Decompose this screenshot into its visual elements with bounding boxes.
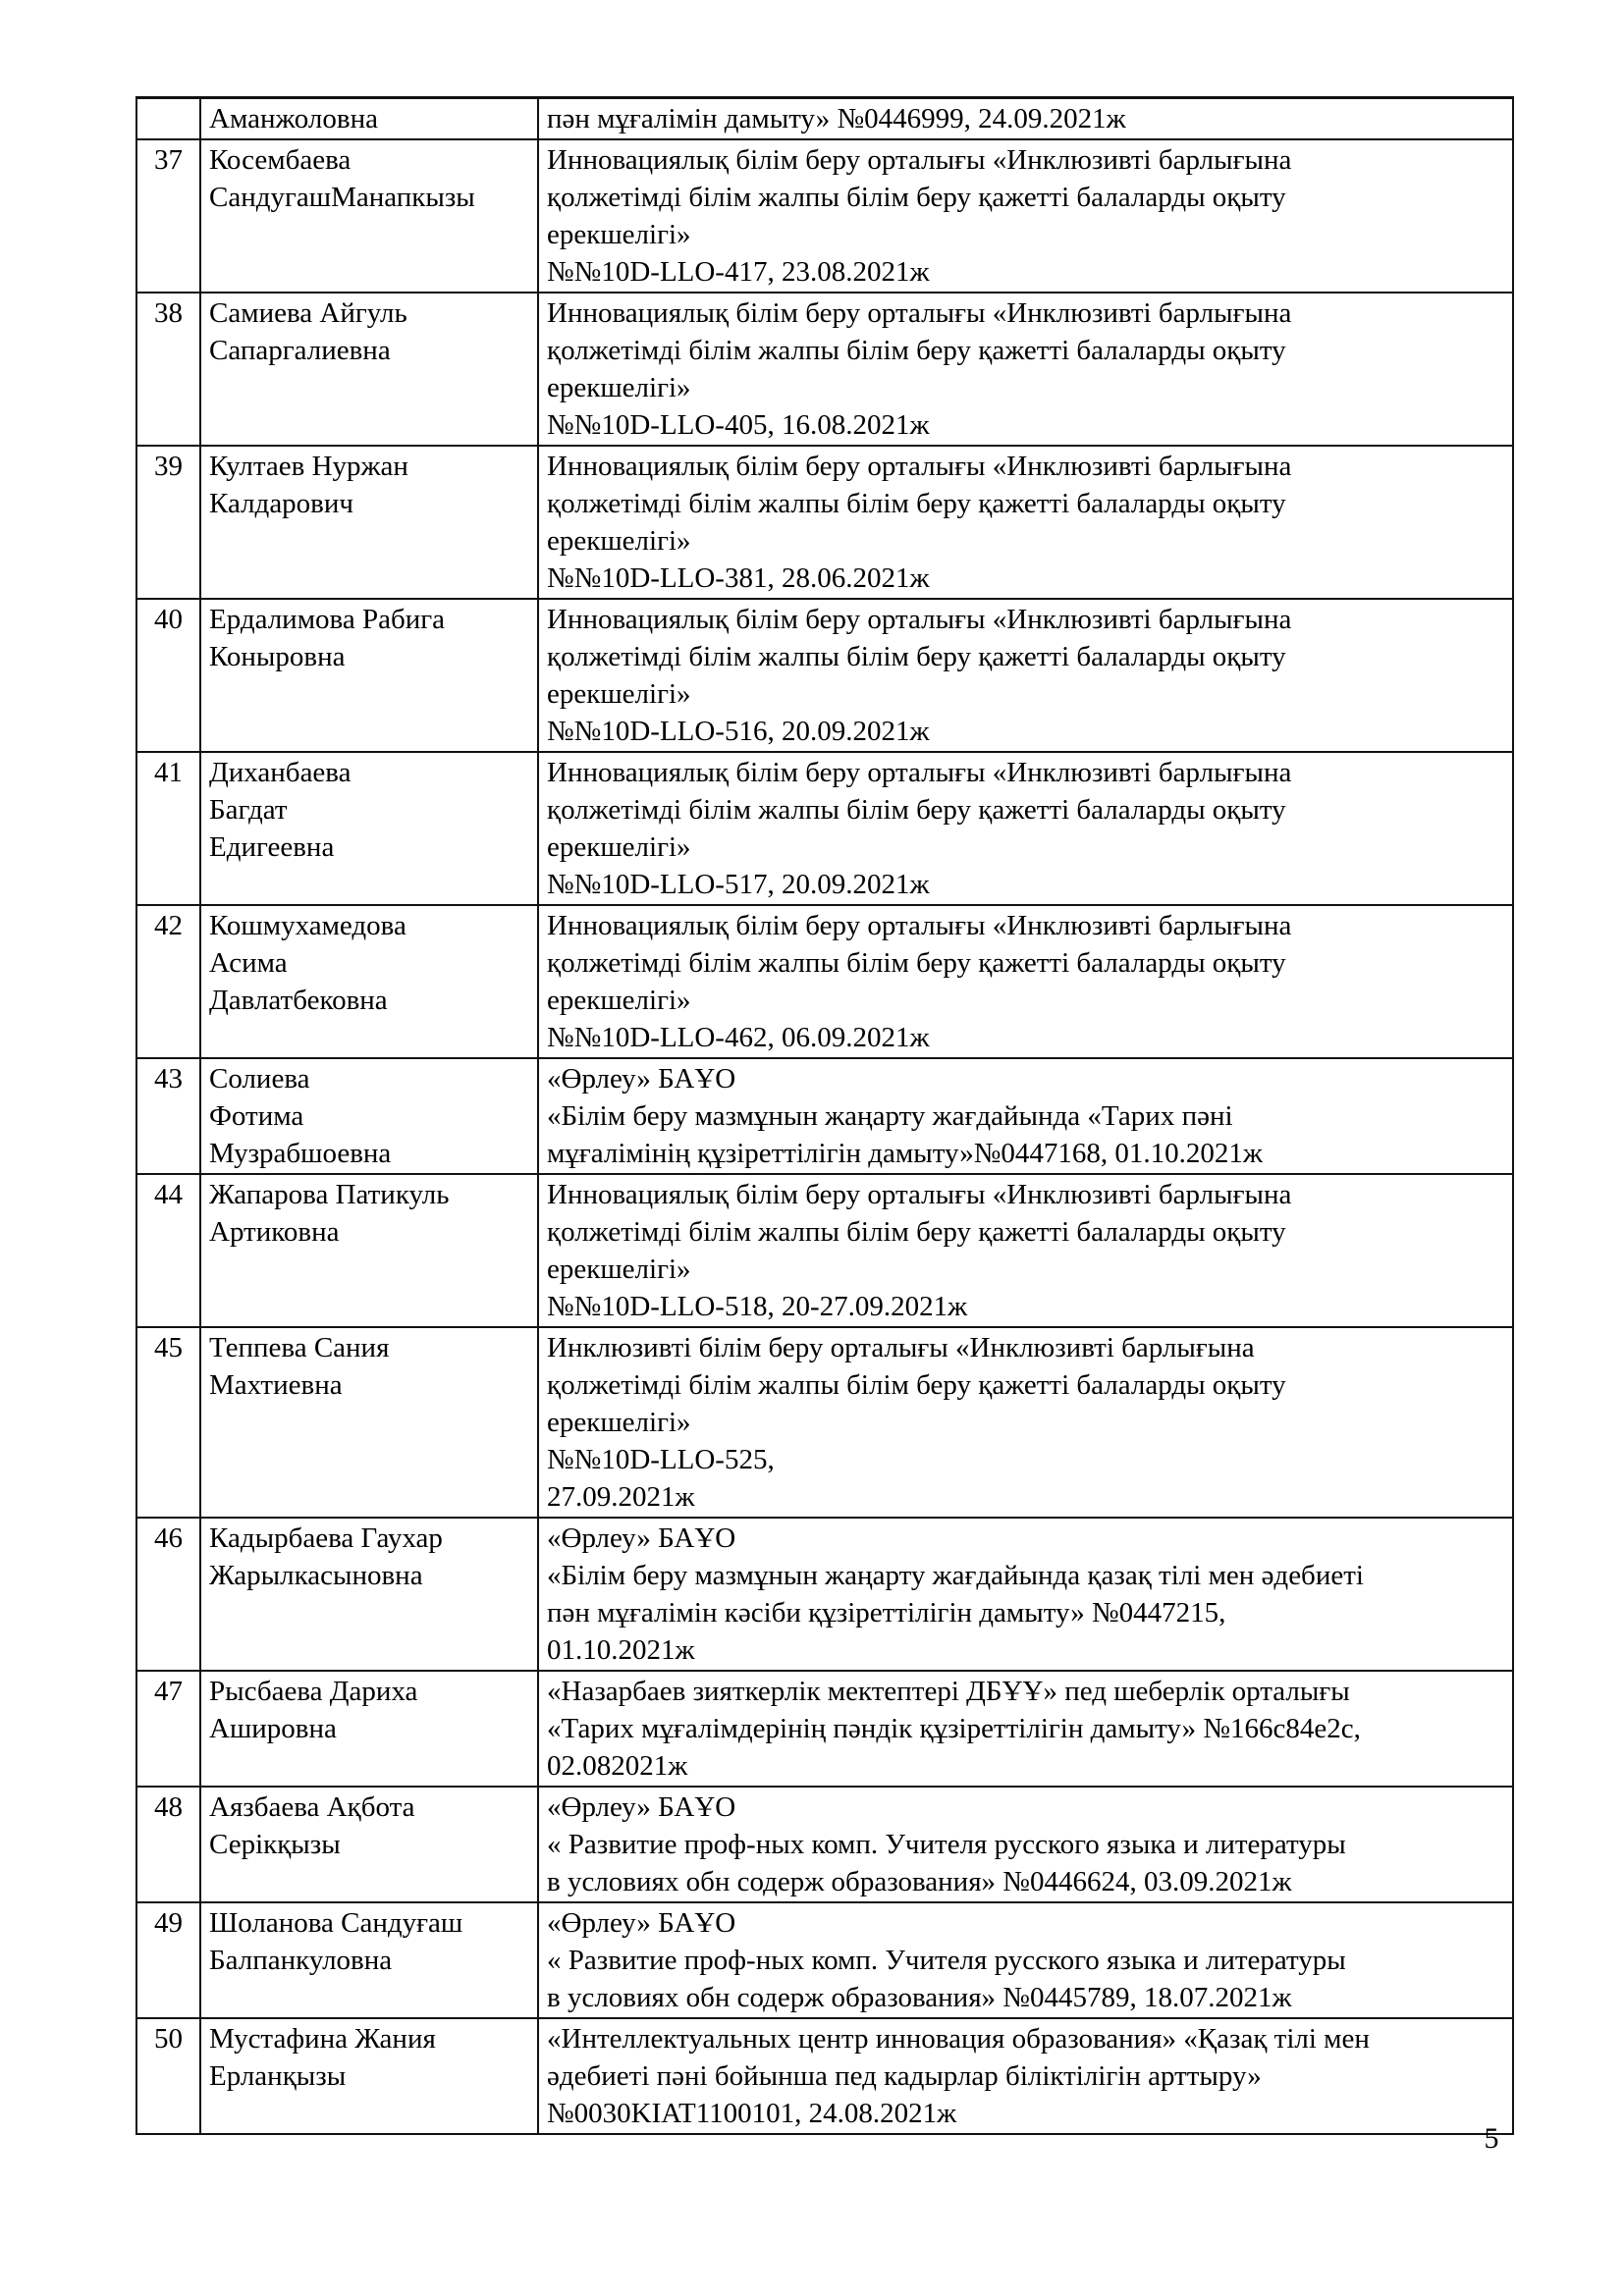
name-line: Коныровна [209,641,346,672]
certificate-description-cell [538,139,1513,293]
name-line: Култаев Нуржан [209,451,408,482]
row-number-cell [136,1902,200,2018]
certificate-description-cell [538,1902,1513,2018]
teacher-name-cell [200,1327,538,1518]
teacher-name-cell [200,599,538,752]
description-line: 02.082021ж [547,1750,688,1782]
description-line: мұғалімінің құзіреттілігін дамыту»№0447168, 01.10.2021ж [547,1138,1263,1169]
name-line: Шоланова Сандуғаш [209,1907,463,1939]
name-line: Косембаева [209,144,352,176]
description-line: 27.09.2021ж [547,1481,695,1513]
name-line: Теппева Сания [209,1332,390,1363]
description-line: №№10D-LLO-516, 20.09.2021ж [547,716,930,747]
row-number: 39 [154,451,183,482]
name-line: Ердалимова Рабига [209,604,446,635]
teacher-name-cell [200,1058,538,1174]
description-line: «Білім беру мазмұнын жаңарту жағдайында «Тарих пәні [547,1100,1233,1132]
certificate-description-cell [538,752,1513,905]
row-number-cell [136,1327,200,1518]
table-row [136,1327,1513,1518]
teacher-name-cell [200,905,538,1058]
description-line: қолжетімді білім жалпы білім беру қажетті балаларды оқыту [547,182,1286,213]
description-line: №№10D-LLO-517, 20.09.2021ж [547,869,930,900]
name-line: Балпанкуловна [209,1945,393,1976]
table-row [136,2018,1513,2134]
table-row [136,293,1513,446]
teacher-name-cell [200,293,538,446]
description-line: Инновациялық білім беру орталығы «Инклюзивті барлығына [547,1179,1292,1210]
row-number: 41 [154,757,183,788]
certificate-description-cell [538,2018,1513,2134]
description-line: Инновациялық білім беру орталығы «Инклюзивті барлығына [547,297,1292,329]
name-line: Серікқызы [209,1829,341,1860]
teacher-name-cell [200,1518,538,1671]
teacher-name-cell [200,1671,538,1787]
description-line: «Интеллектуальных центр инновация образования» «Қазақ тілі мен [547,2023,1370,2055]
row-number: 47 [154,1676,183,1707]
table-row [136,1518,1513,1671]
certificate-description-cell [538,599,1513,752]
description-line: ерекшелігі» [547,678,691,710]
row-number-cell [136,1058,200,1174]
description-line: в условиях обн содерж образования» №0446624, 03.09.2021ж [547,1866,1292,1897]
row-number-cell [136,1787,200,1902]
row-number-cell [136,446,200,599]
description-line: пән мұғалімін дамыту» №0446999, 24.09.2021ж [547,103,1126,134]
teacher-name-cell [200,2018,538,2134]
table-row [136,446,1513,599]
row-number: 45 [154,1332,183,1363]
description-line: ерекшелігі» [547,1407,691,1438]
description-line: ерекшелігі» [547,525,691,557]
row-number-cell [136,599,200,752]
description-line: « Развитие проф-ных комп. Учителя русского языка и литературы [547,1829,1346,1860]
row-number: 40 [154,604,183,635]
row-number-cell [136,1174,200,1327]
table-row [136,1174,1513,1327]
row-number: 43 [154,1063,183,1095]
description-line: пән мұғалімін кәсіби құзіреттілігін дамыту» №0447215, [547,1597,1226,1629]
table-row [136,1671,1513,1787]
description-line: қолжетімді білім жалпы білім беру қажетті балаларды оқыту [547,335,1286,366]
description-line: Инновациялық білім беру орталығы «Инклюзивті барлығына [547,910,1292,941]
description-line: ерекшелігі» [547,831,691,863]
certificate-description-cell [538,98,1513,140]
certificate-description-cell [538,1174,1513,1327]
name-line: Асима [209,947,288,979]
row-number: 38 [154,297,183,329]
description-line: қолжетімді білім жалпы білім беру қажетті балаларды оқыту [547,947,1286,979]
table-row [136,752,1513,905]
name-line: Багдат [209,794,288,826]
certificate-description-cell [538,1327,1513,1518]
name-line: Рысбаева Дариха [209,1676,418,1707]
teachers-certificates-table [135,96,1514,2135]
description-line: қолжетімді білім жалпы білім беру қажетті балаларды оқыту [547,1216,1286,1248]
name-line: Едигеевна [209,831,335,863]
row-number-cell [136,98,200,140]
name-line: Фотима [209,1100,304,1132]
description-line: қолжетімді білім жалпы білім беру қажетті балаларды оқыту [547,641,1286,672]
row-number-cell [136,1518,200,1671]
teacher-name-cell [200,1174,538,1327]
description-line: «Өрлеу» БАҰО [547,1907,736,1939]
description-line: ерекшелігі» [547,985,691,1016]
name-line: Давлатбековна [209,985,388,1016]
name-line: Самиева Айгуль [209,297,407,329]
teacher-name-cell [200,1787,538,1902]
description-line: №№10D-LLO-405, 16.08.2021ж [547,409,930,441]
row-number-cell [136,293,200,446]
row-number-cell [136,1671,200,1787]
description-line: «Өрлеу» БАҰО [547,1063,736,1095]
name-line: Диханбаева [209,757,352,788]
name-line: Артиковна [209,1216,340,1248]
description-line: ерекшелігі» [547,219,691,250]
description-line: «Назарбаев зияткерлік мектептері ДБҰҰ» пед шеберлік орталығы [547,1676,1350,1707]
name-line: Сапаргалиевна [209,335,391,366]
row-number: 46 [154,1522,183,1554]
name-line: Махтиевна [209,1369,343,1401]
description-line: әдебиеті пәні бойынша пед кадырлар біліктілігін арттыру» [547,2060,1262,2092]
description-line: №№10D-LLO-518, 20-27.09.2021ж [547,1291,968,1322]
teacher-name-cell [200,139,538,293]
description-line: «Тарих мұғалімдерінің пәндік құзіреттілігін дамыту» №166c84e2c, [547,1713,1361,1744]
name-line: Музрабшоевна [209,1138,392,1169]
table-row [136,905,1513,1058]
description-line: №0030KIAT1100101, 24.08.2021ж [547,2098,957,2129]
page-number: 5 [1484,2122,1499,2155]
certificate-description-cell [538,293,1513,446]
teacher-name-cell [200,98,538,140]
description-line: №№10D-LLO-381, 28.06.2021ж [547,562,930,594]
teachers-table-body [136,98,1513,2135]
row-number: 49 [154,1907,183,1939]
table-row [136,98,1513,140]
teacher-name-cell [200,752,538,905]
description-line: «Өрлеу» БАҰО [547,1791,736,1823]
row-number: 37 [154,144,183,176]
name-line: Мустафина Жания [209,2023,436,2055]
certificate-description-cell [538,446,1513,599]
description-line: қолжетімді білім жалпы білім беру қажетті балаларды оқыту [547,794,1286,826]
row-number-cell [136,905,200,1058]
name-line: Солиева [209,1063,310,1095]
name-line: Кошмухамедова [209,910,406,941]
teacher-name-cell [200,1902,538,2018]
row-number-cell [136,139,200,293]
certificate-description-cell [538,1518,1513,1671]
name-line: Кадырбаева Гаухар [209,1522,443,1554]
description-line: №№10D-LLO-525, [547,1444,775,1475]
name-line: Ерланқызы [209,2060,347,2092]
description-line: №№10D-LLO-417, 23.08.2021ж [547,256,930,288]
row-number-cell [136,2018,200,2134]
certificate-description-cell [538,1058,1513,1174]
name-line: Аманжоловна [209,103,378,134]
row-number: 48 [154,1791,183,1823]
description-line: қолжетімді білім жалпы білім беру қажетті балаларды оқыту [547,488,1286,519]
table-row [136,139,1513,293]
name-line: Калдарович [209,488,353,519]
certificate-description-cell [538,1787,1513,1902]
teacher-name-cell [200,446,538,599]
name-line: СандугашМанапкызы [209,182,475,213]
certificate-description-cell [538,1671,1513,1787]
description-line: Инновациялық білім беру орталығы «Инклюзивті барлығына [547,604,1292,635]
name-line: Ашировна [209,1713,337,1744]
description-line: «Білім беру мазмұнын жаңарту жағдайында қазақ тілі мен әдебиеті [547,1560,1364,1591]
name-line: Аязбаева Ақбота [209,1791,415,1823]
description-line: қолжетімді білім жалпы білім беру қажетті балаларды оқыту [547,1369,1286,1401]
row-number: 50 [154,2023,183,2055]
certificate-description-cell [538,905,1513,1058]
description-line: №№10D-LLO-462, 06.09.2021ж [547,1022,930,1053]
description-line: в условиях обн содерж образования» №0445789, 18.07.2021ж [547,1982,1292,2013]
name-line: Жарылкасыновна [209,1560,423,1591]
description-line: ерекшелігі» [547,372,691,403]
row-number: 44 [154,1179,183,1210]
table-row [136,1058,1513,1174]
description-line: « Развитие проф-ных комп. Учителя русского языка и литературы [547,1945,1346,1976]
table-row [136,1902,1513,2018]
name-line: Жапарова Патикуль [209,1179,450,1210]
description-line: Инновациялық білім беру орталығы «Инклюзивті барлығына [547,144,1292,176]
description-line: 01.10.2021ж [547,1634,695,1666]
row-number-cell [136,752,200,905]
description-line: Инновациялық білім беру орталығы «Инклюзивті барлығына [547,451,1292,482]
row-number: 42 [154,910,183,941]
description-line: «Өрлеу» БАҰО [547,1522,736,1554]
description-line: Инклюзивті білім беру орталығы «Инклюзивті барлығына [547,1332,1255,1363]
description-line: Инновациялық білім беру орталығы «Инклюзивті барлығына [547,757,1292,788]
description-line: ерекшелігі» [547,1254,691,1285]
table-row [136,599,1513,752]
table-row [136,1787,1513,1902]
